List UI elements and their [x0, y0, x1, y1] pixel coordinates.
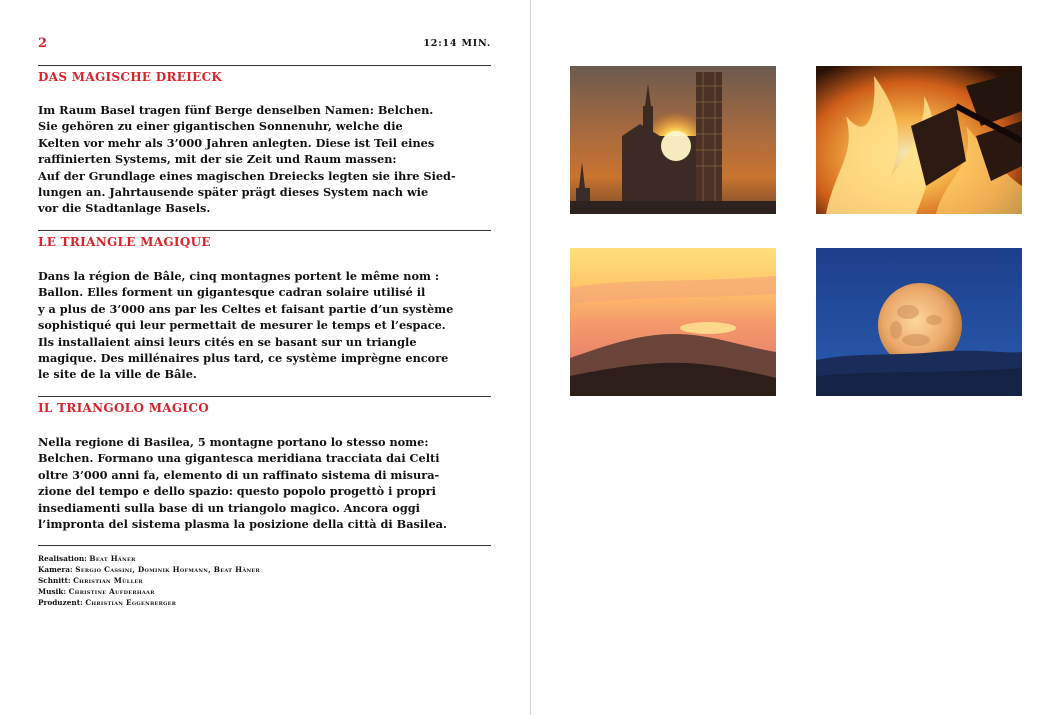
divider-rule: [38, 545, 491, 546]
text-line: lungen an. Jahrtausende später prägt dieses System nach wie: [38, 185, 429, 200]
text-line: insediamenti sulla base di un triangolo magico. Ancora oggi: [38, 500, 420, 515]
divider-rule: [38, 396, 491, 397]
text-line: y a plus de 3’000 ans par les Celtes et faisant partie d’un système: [38, 301, 454, 316]
photo-flames: [816, 66, 1022, 214]
photo-sunset-hills: [570, 248, 776, 396]
text-line: Kelten vor mehr als 3’000 Jahren anlegten. Diese ist Teil eines: [38, 135, 435, 150]
text-line: Auf der Grundlage eines magischen Dreiecks legten sie ihre Sied-: [38, 168, 456, 183]
section-title-italian: IL TRIANGOLO MAGICO: [38, 401, 209, 415]
section-body-german: [38, 102, 493, 217]
credit-names: Sergio Cassini, Dominik Hofmann, Beat Häner: [75, 565, 260, 574]
photo-full-moon: [816, 248, 1022, 396]
credit-line: [38, 564, 493, 575]
section-body-french: [38, 268, 493, 383]
text-line: raffinierten Systems, mit der sie Zeit und Raum massen:: [38, 152, 397, 167]
text-line: vor die Stadtanlage Basels.: [38, 201, 211, 216]
right-page: [531, 0, 1059, 715]
credit-names: Christian Eggenberger: [85, 598, 177, 607]
text-line: Belchen. Formano una gigantesca meridiana tracciata dai Celti: [38, 451, 440, 466]
text-line: zione del tempo e dello spazio: questo popolo progettò i propri: [38, 484, 436, 499]
credit-line: [38, 553, 493, 564]
credit-role: Produzent:: [38, 598, 86, 607]
credit-names: Christian Müller: [73, 576, 143, 585]
divider-rule: [38, 230, 491, 231]
text-line: Nella regione di Basilea, 5 montagne portano lo stesso nome:: [38, 435, 429, 449]
text-line: Im Raum Basel tragen fünf Berge denselben Namen: Belchen.: [38, 103, 434, 117]
page-number: 2: [38, 36, 48, 51]
text-line: Ballon. Elles forment un gigantesque cadran solaire utilisé il: [38, 285, 426, 300]
credit-role: Musik:: [38, 587, 69, 596]
section-title-german: DAS MAGISCHE DREIECK: [38, 70, 223, 84]
text-line: sophistiqué qui leur permettait de mesurer le temps et l’espace.: [38, 318, 446, 333]
credit-names: Christine Aufderhaar: [68, 587, 155, 596]
divider-rule: [38, 65, 491, 66]
credit-line: [38, 575, 493, 586]
text-line: Ils installaient ainsi leurs cités en se basant sur un triangle: [38, 334, 417, 349]
duration-label: 12:14 MIN.: [423, 38, 491, 49]
text-line: Sie gehören zu einer gigantischen Sonnenuhr, welche die: [38, 119, 403, 134]
photo-sunset-cathedral: [570, 66, 776, 214]
credit-role: Realisation:: [38, 554, 90, 563]
text-line: magique. Des millénaires plus tard, ce système imprègne encore: [38, 351, 449, 366]
text-line: le site de la ville de Bâle.: [38, 367, 197, 382]
text-line: Dans la région de Bâle, cinq montagnes portent le même nom :: [38, 269, 440, 283]
credits-block: [38, 553, 493, 608]
credit-names: Beat Häner: [89, 554, 136, 563]
credit-line: [38, 597, 493, 608]
section-body-italian: [38, 434, 493, 532]
section-title-french: LE TRIANGLE MAGIQUE: [38, 235, 211, 249]
credit-line: [38, 586, 493, 597]
credit-role: Schnitt:: [38, 576, 74, 585]
credit-role: Kamera:: [38, 565, 76, 574]
text-line: oltre 3’000 anni fa, elemento di un raffinato sistema di misura-: [38, 467, 440, 482]
text-line: l’impronta del sistema plasma la posizione della città di Basilea.: [38, 517, 447, 532]
